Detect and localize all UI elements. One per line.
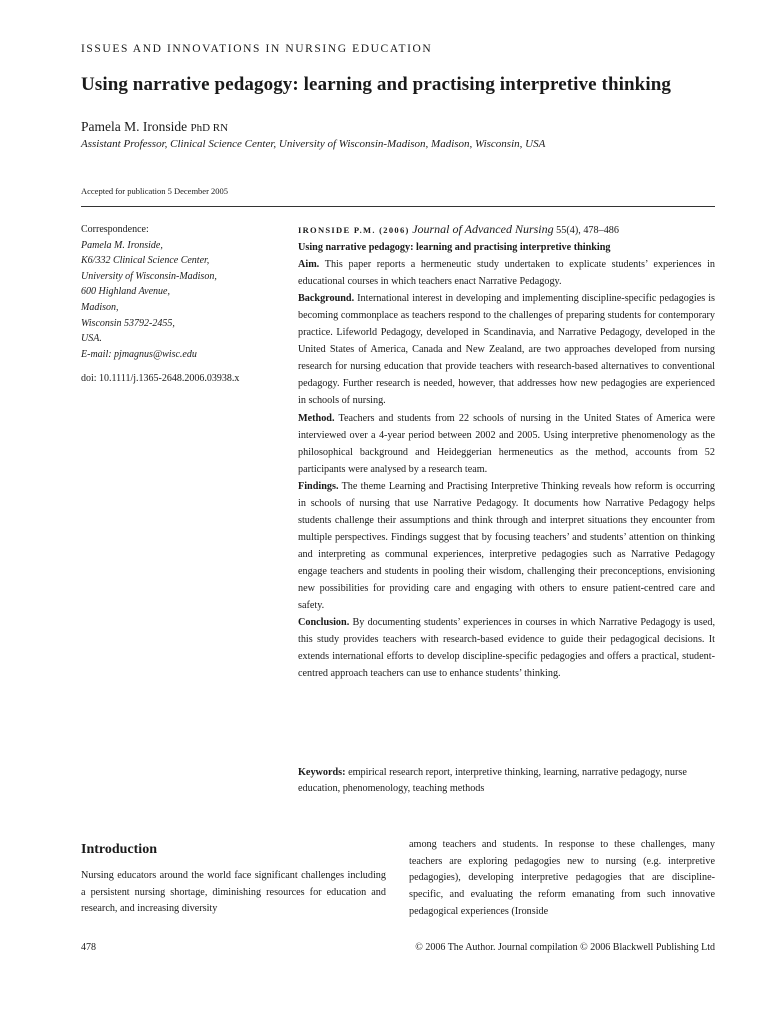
abstract-findings <box>298 478 715 614</box>
citation-line <box>298 221 715 239</box>
doi[interactable]: doi: 10.1111/j.1365-2648.2006.03938.x <box>81 373 240 384</box>
correspondence-line: USA. <box>81 333 102 345</box>
correspondence-line: K6/332 Clinical Science Center, <box>81 255 210 267</box>
abstract-method <box>298 410 715 478</box>
abstract-title: Using narrative pedagogy: learning and practising interpretive thinking <box>298 242 611 254</box>
introduction-paragraph: Nursing educators around the world face significant challenges including a persistent nursing shortage, diminishing resources for education and research, and increasing diversity <box>81 870 386 915</box>
abstract-text: This paper reports a hermeneutic study undertaken to explicate students’ experiences in educational courses in which teachers enact Narrative Pedagogy. <box>298 259 715 288</box>
correspondence-line: 600 Highland Avenue, <box>81 286 170 298</box>
abstract-text: By documenting students’ experiences in courses in which Narrative Pedagogy is used, this study provides teachers with research-based evidence to guide their pedagogical decisions. It extends international efforts to develop discipline-specific pedagogies and offers a practical, student-centred approach teachers can use to enhance students’ thinking. <box>298 617 715 680</box>
citation-author: IRONSIDE P.M. (2006) <box>298 225 410 235</box>
author-degrees: PhD RN <box>190 122 229 134</box>
correspondence-line: Pamela M. Ironside, <box>81 239 163 251</box>
abstract-label: Method. <box>298 412 335 424</box>
abstract-text: Teachers and students from 22 schools of nursing in the United States of America were interviewed over a 4-year period between 2002 and 2005. Using interpretive phenomenology as the philosophical background and Heideggerian hermeneutics as the method, accounts from 52 participants were analysed by a research team. <box>298 412 715 475</box>
author-affiliation: Assistant Professor, Clinical Science Center, University of Wisconsin-Madison, Madison, Wisconsin, USA <box>81 138 546 150</box>
accepted-date: Accepted for publication 5 December 2005 <box>81 186 229 196</box>
correspondence-block <box>81 222 281 362</box>
correspondence-line: Madison, <box>81 301 119 313</box>
abstract-label: Aim. <box>298 259 320 271</box>
introduction-heading: Introduction <box>81 842 157 857</box>
author-line <box>81 119 228 135</box>
header-divider <box>81 206 715 207</box>
abstract-label: Conclusion. <box>298 617 350 629</box>
abstract-label: Findings. <box>298 480 339 492</box>
correspondence-line: University of Wisconsin-Madison, <box>81 270 217 282</box>
introduction-right-column <box>409 837 715 921</box>
article-title: Using narrative pedagogy: learning and practising interpretive thinking <box>81 74 671 95</box>
abstract-text: The theme Learning and Practising Interpretive Thinking reveals how reform is occurring in schools of nursing that use Narrative Pedagogy. It documents how Narrative Pedagogy helps students challenge their assumptions and think through and interpret situations they encounter from multiple perspectives. Findings suggest that by focusing teachers’ and students’ attention on thinking and interpreting as communal experiences, interpretive pedagogies such as Narrative Pedagogy engage teachers and students in pooling their wisdom, challenging their preconceptions, envisioning new possibilities for providing care and engaging with others to ensure patient-centred care and safety. <box>298 480 715 612</box>
copyright-notice: © 2006 The Author. Journal compilation © 2006 Blackwell Publishing Ltd <box>415 942 715 953</box>
introduction-left-column <box>81 842 386 918</box>
introduction-paragraph-continued: among teachers and students. In response to these challenges, many teachers are exploring pedagogies new to nursing (e.g. interpretive pedagogies), developing interpretive pedagogies that are discipline-specific, and evaluating the reform emanating from such innovative pedagogical experiences (Ironside <box>409 839 715 917</box>
abstract-conclusion <box>298 614 715 682</box>
abstract-background <box>298 290 715 409</box>
keywords-text: empirical research report, interpretive thinking, learning, narrative pedagogy, nurse education, phenomenology, teaching methods <box>298 767 687 794</box>
author-name: Pamela M. Ironside <box>81 119 188 134</box>
abstract <box>298 221 715 682</box>
page-number: 478 <box>81 942 96 953</box>
section-label: ISSUES AND INNOVATIONS IN NURSING EDUCATION <box>81 43 433 55</box>
correspondence-email[interactable]: E-mail: pjmagnus@wisc.edu <box>81 348 197 360</box>
abstract-text: International interest in developing and implementing discipline-specific pedagogies is becoming commonplace as teachers respond to the challenges of preparing students for contemporary practice. Lifeworld Pedagogy, developed in Scandinavia, and Narrative Pedagogy, developed in the United States of America, Canada and New Zealand, are two approaches developed from nursing research for nursing education that provide teachers with research-based alternatives to conventional pedagogy. Further research is needed, however, that addresses how new pedagogies are experienced in schools of nursing. <box>298 293 715 407</box>
citation-details: 55(4), 478–486 <box>553 225 619 236</box>
correspondence-label: Correspondence: <box>81 224 149 235</box>
keywords <box>298 765 715 797</box>
abstract-aim <box>298 256 715 290</box>
citation-journal: Journal of Advanced Nursing <box>412 222 554 236</box>
abstract-label: Background. <box>298 293 355 305</box>
correspondence-line: Wisconsin 53792-2455, <box>81 317 175 329</box>
keywords-label: Keywords: <box>298 767 346 778</box>
